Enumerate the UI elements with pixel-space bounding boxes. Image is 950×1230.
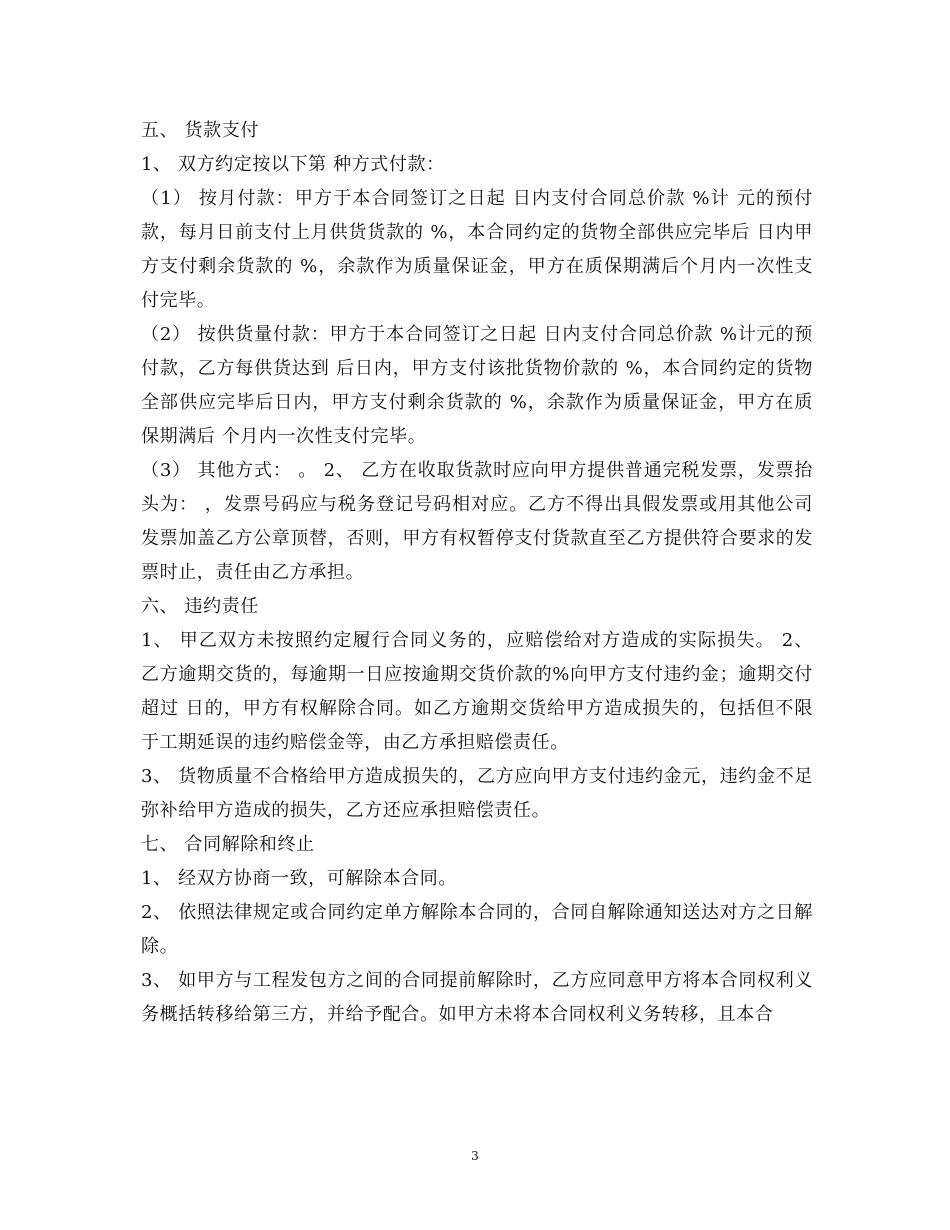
section-heading-termination: 七、 合同解除和终止 xyxy=(141,834,315,855)
payment-option-other-and-invoice: （3） 其他方式： 。 2、 乙方在收取货款时应向甲方提供普通完税发票，发票抬头为： ，发票号码应与税务登记号码相对应。乙方不得出具假发票或用其他公司发票加盖乙方公章顶替，否则，甲方有权暂停支付货款直至乙方提供符合要求的发票时止，责任由乙方承担。 xyxy=(141,460,813,583)
termination-clause-2: 2、 依照法律规定或合同约定单方解除本合同的，合同自解除通知送达对方之日解除。 xyxy=(141,902,813,957)
liability-clause-1-2: 1、 甲乙双方未按照约定履行合同义务的，应赔偿给对方造成的实际损失。 2、 乙方逾期交货的，每逾期一日应按逾期交货价款的%向甲方支付违约金；逾期交付超过 日的，甲方有权解除合同。如乙方逾期交货给甲方造成损失的，包括但不限于工期延误的违约赔偿金等，由乙方承担赔偿责任。 xyxy=(141,630,813,753)
document-body xyxy=(141,114,813,1032)
section-heading-payment: 五、 货款支付 xyxy=(141,120,259,141)
termination-clause-3: 3、 如甲方与工程发包方之间的合同提前解除时，乙方应同意甲方将本合同权利义务概括转移给第三方，并给予配合。如甲方未将本合同权利义务转移，且本合 xyxy=(141,970,813,1025)
page-number: 3 xyxy=(471,1149,479,1163)
payment-clause-1: 1、 双方约定按以下第 种方式付款： xyxy=(141,154,445,175)
payment-option-by-supply: （2） 按供货量付款：甲方于本合同签订之日起 日内支付合同总价款 %计元的预付款，乙方每供货达到 后日内，甲方支付该批货物价款的 %，本合同约定的货物全部供应完毕后日内，甲方支付剩余货款的 %，余款作为质量保证金，甲方在质保期满后 个月内一次性支付完毕。 xyxy=(141,324,813,447)
section-heading-liability: 六、 违约责任 xyxy=(141,596,259,617)
liability-clause-3: 3、 货物质量不合格给甲方造成损失的，乙方应向甲方支付违约金元，违约金不足弥补给甲方造成的损失，乙方还应承担赔偿责任。 xyxy=(141,766,813,821)
payment-option-monthly: （1） 按月付款：甲方于本合同签订之日起 日内支付合同总价款 %计 元的预付款，每月日前支付上月供货货款的 %，本合同约定的货物全部供应完毕后 日内甲方支付剩余货款的 %，余款作为质量保证金，甲方在质保期满后个月内一次性支付完毕。 xyxy=(141,188,813,311)
termination-clause-1: 1、 经双方协商一致，可解除本合同。 xyxy=(141,868,457,889)
